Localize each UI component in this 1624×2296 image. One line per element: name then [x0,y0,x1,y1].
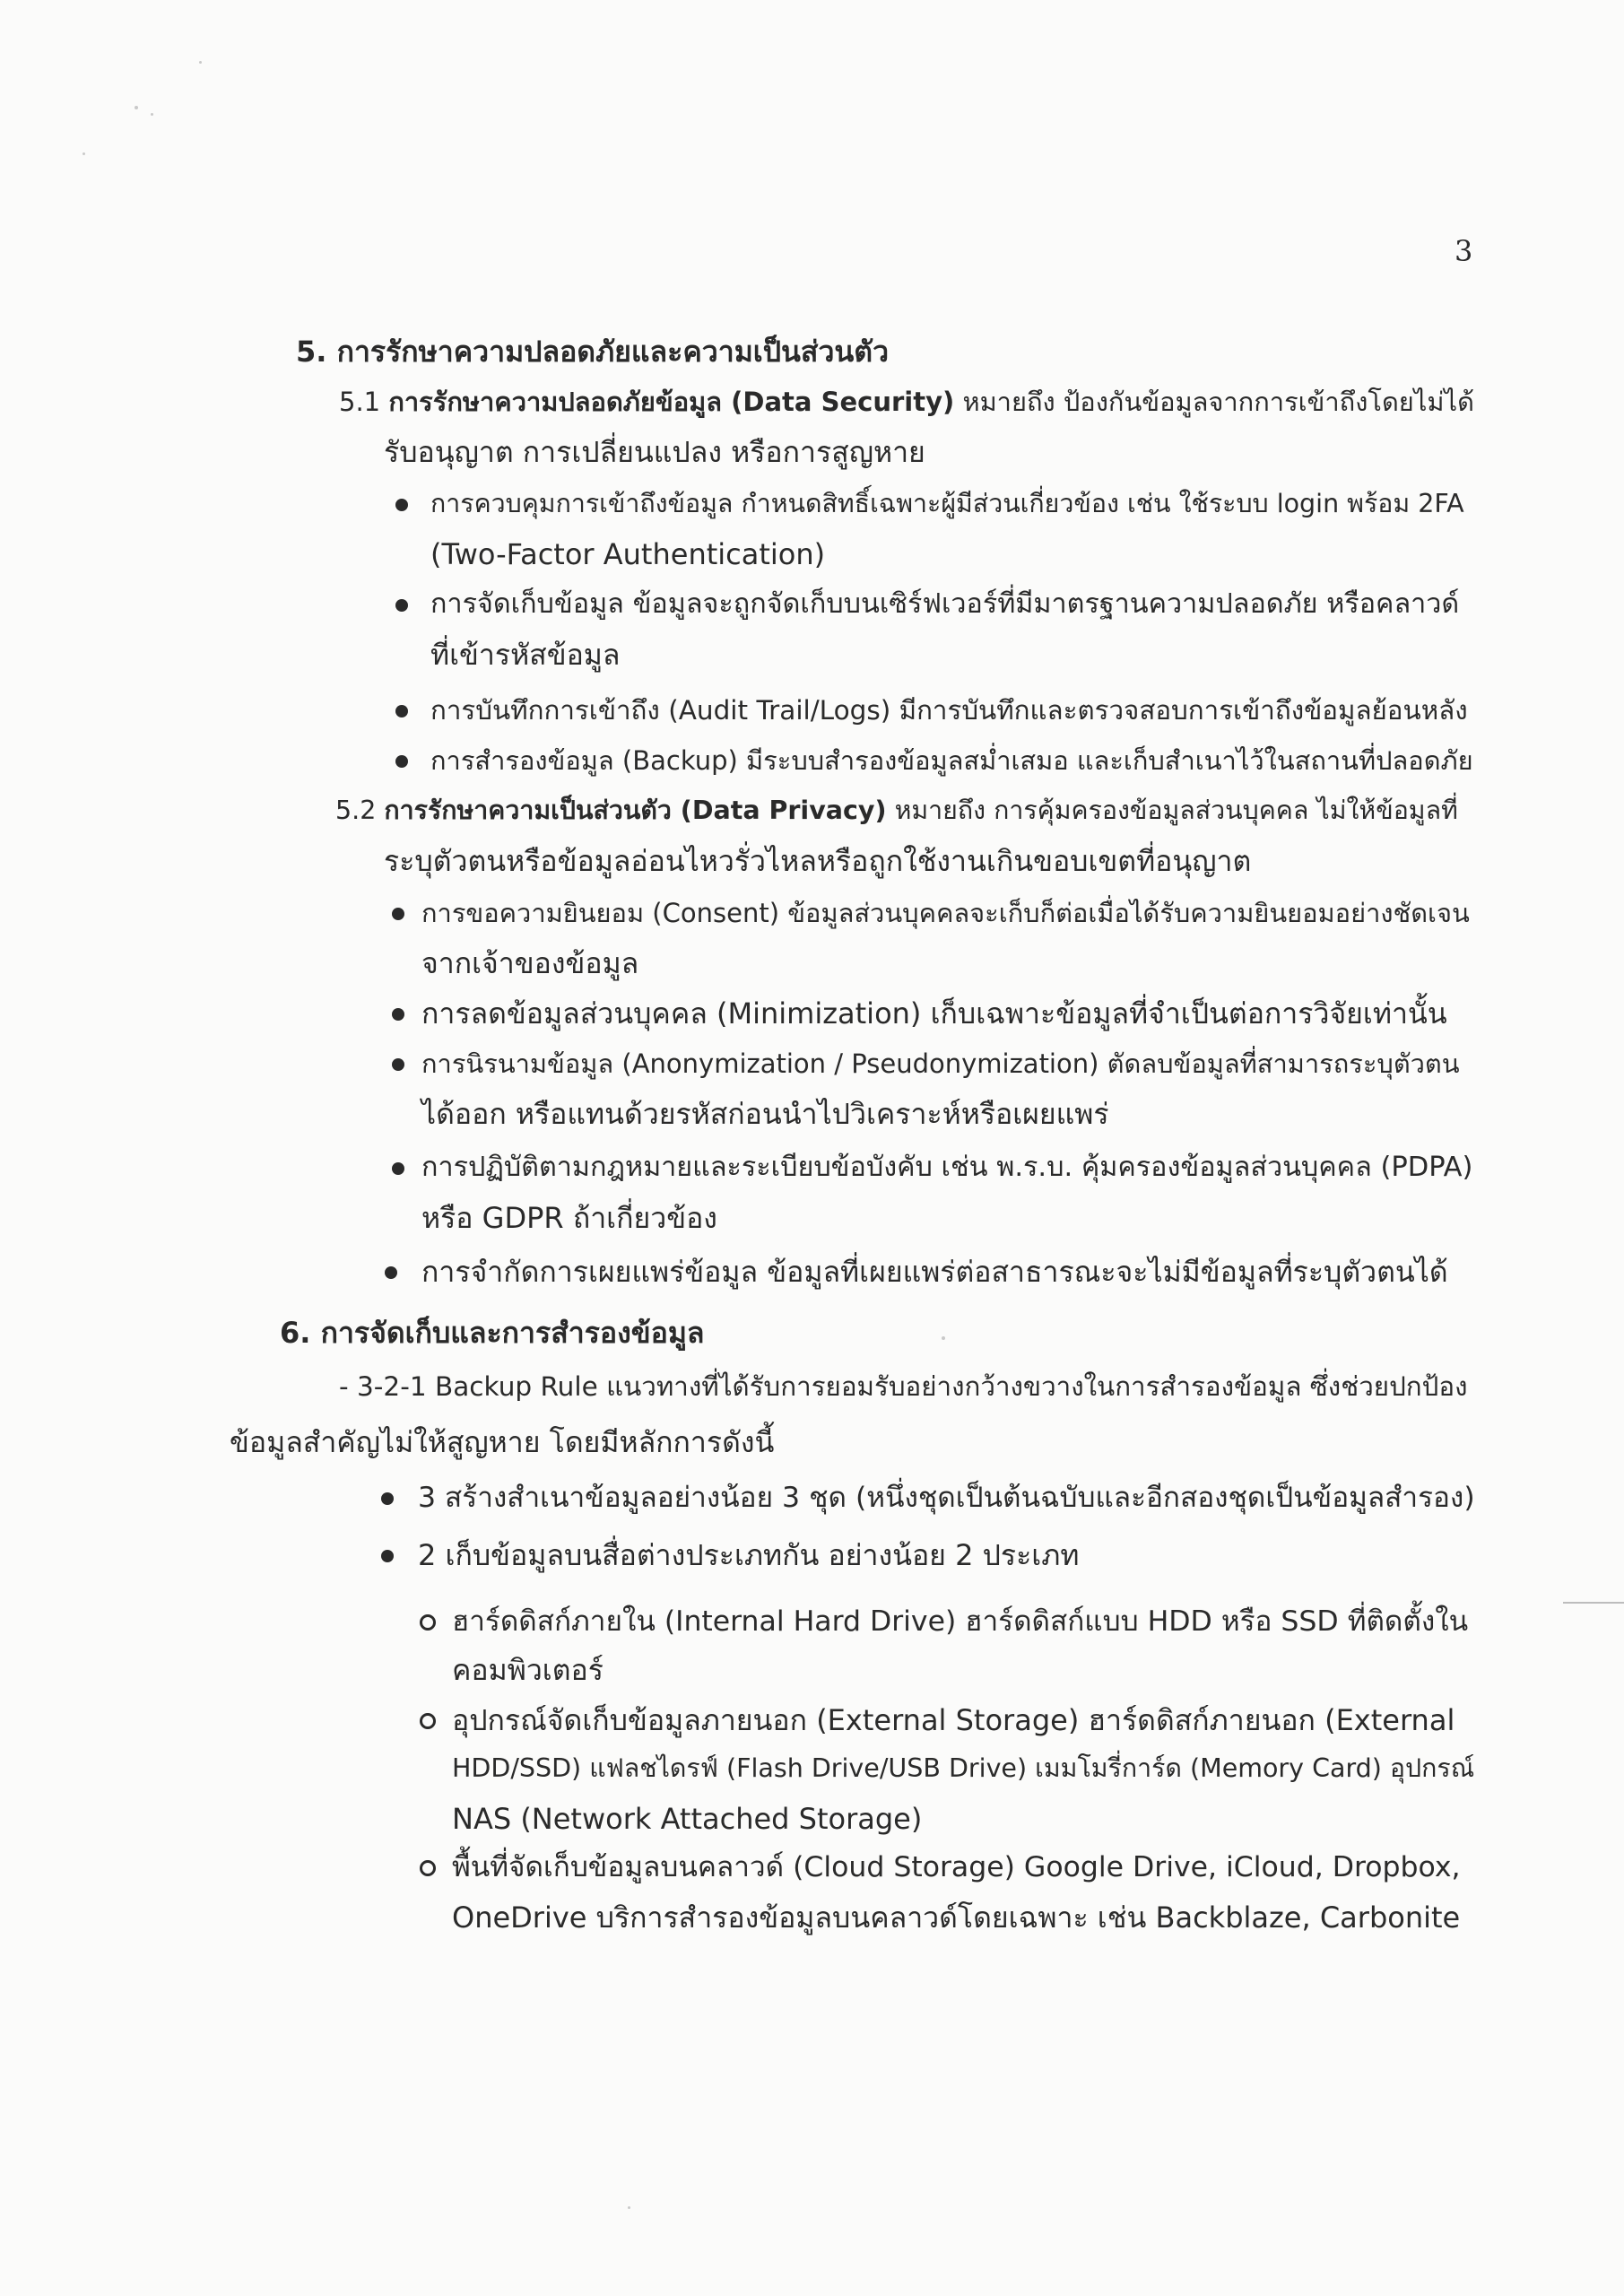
bullet-icon [392,908,404,920]
section-5-2-number: 5.2 [335,796,377,825]
section-5-heading: 5. การรักษาความปลอดภัยและความเป็นส่วนตัว [296,335,890,369]
section-6-paragraph-line-2: ข้อมูลสำคัญไม่ให้สูญหาย โดยมีหลักการดังนี้ [230,1425,775,1459]
section-6-heading: 6. การจัดเก็บและการสำรองข้อมูล [280,1316,705,1350]
list-item: การสำรองข้อมูล (Backup) มีระบบสำรองข้อมูลสม่ำเสมอ และเก็บสำเนาไว้ในสถานที่ปลอดภัย [430,745,1473,776]
bullet-icon [392,1162,404,1175]
sub-list-item-continuation: HDD/SSD) แฟลชไดรฟ์ (Flash Drive/USB Drive) เมมโมรี่การ์ด (Memory Card) อุปกรณ์ [452,1753,1475,1783]
page-number: 3 [1455,234,1473,268]
list-item: การปฏิบัติตามกฎหมายและระเบียบข้อบังคับ เช่น พ.ร.บ. คุ้มครองข้อมูลส่วนบุคคล (PDPA) [421,1152,1473,1183]
list-item: การบันทึกการเข้าถึง (Audit Trail/Logs) มีการบันทึกและตรวจสอบการเข้าถึงข้อมูลย้อนหลัง [430,695,1468,726]
bullet-icon [385,1266,397,1279]
list-item: การจัดเก็บข้อมูล ข้อมูลจะถูกจัดเก็บบนเซิร์ฟเวอร์ที่มีมาตรฐานความปลอดภัย หรือคลาวด์ [430,588,1460,620]
section-5-1-title: การรักษาความปลอดภัยข้อมูล (Data Security) [388,387,955,417]
bullet-icon [381,1550,394,1562]
section-5-2-title: การรักษาความเป็นส่วนตัว (Data Privacy) [384,796,887,825]
section-5-1-text: หมายถึง ป้องกันข้อมูลจากการเข้าถึงโดยไม่ได้ [962,387,1474,417]
list-item-continuation: ที่เข้ารหัสข้อมูล [430,638,621,672]
section-5-1-line-2: รับอนุญาต การเปลี่ยนแปลง หรือการสูญหาย [384,435,925,469]
bullet-icon [395,599,408,612]
circle-bullet-icon [420,1614,436,1631]
list-item-continuation: หรือ GDPR ถ้าเกี่ยวข้อง [421,1201,717,1235]
list-item: การจำกัดการเผยแพร่ข้อมูล ข้อมูลที่เผยแพร่ต่อสาธารณะจะไม่มีข้อมูลที่ระบุตัวตนได้ [421,1255,1448,1289]
list-item: การควบคุมการเข้าถึงข้อมูล กำหนดสิทธิ์เฉพาะผู้มีส่วนเกี่ยวข้อง เช่น ใช้ระบบ login พร้อม 2FA [430,489,1464,518]
scan-edge-mark [1563,1602,1624,1604]
circle-bullet-icon [420,1713,436,1729]
sub-list-item: อุปกรณ์จัดเก็บข้อมูลภายนอก (External Storage) ฮาร์ดดิสก์ภายนอก (External [452,1703,1455,1737]
list-item: การนิรนามข้อมูล (Anonymization / Pseudonymization) ตัดลบข้อมูลที่สามารถระบุตัวตน [421,1048,1460,1079]
scan-speck [135,106,138,109]
scan-speck [151,113,153,116]
bullet-icon [392,1008,404,1021]
list-item: 2 เก็บข้อมูลบนสื่อต่างประเภทกัน อย่างน้อย 2 ประเภท [418,1538,1080,1572]
bullet-icon [381,1492,394,1505]
sub-list-item: ฮาร์ดดิสก์ภายใน (Internal Hard Drive) ฮาร์ดดิสก์แบบ HDD หรือ SSD ที่ติดตั้งใน [452,1605,1469,1638]
section-5-2-text: หมายถึง การคุ้มครองข้อมูลส่วนบุคคล ไม่ให้ข้อมูลที่ [894,796,1458,825]
scan-speck [628,2206,630,2209]
section-5-1-number: 5.1 [339,387,381,417]
list-item: 3 สร้างสำเนาข้อมูลอย่างน้อย 3 ชุด (หนึ่งชุดเป็นต้นฉบับและอีกสองชุดเป็นข้อมูลสำรอง) [418,1482,1475,1514]
bullet-icon [392,1058,404,1071]
bullet-icon [395,755,408,768]
list-item: การขอความยินยอม (Consent) ข้อมูลส่วนบุคคลจะเก็บก็ต่อเมื่อได้รับความยินยอมอย่างชัดเจน [421,898,1470,928]
sub-list-item-continuation: NAS (Network Attached Storage) [452,1802,923,1836]
sub-list-item: พื้นที่จัดเก็บข้อมูลบนคลาวด์ (Cloud Storage) Google Drive, iCloud, Dropbox, [452,1851,1461,1883]
section-5-1-line-1 [339,382,1474,422]
sub-list-item-continuation: คอมพิวเตอร์ [452,1653,604,1687]
list-item: การลดข้อมูลส่วนบุคคล (Minimization) เก็บเฉพาะข้อมูลที่จำเป็นต่อการวิจัยเท่านั้น [421,996,1447,1031]
section-5-2-line-2: ระบุตัวตนหรือข้อมูลอ่อนไหวรั่วไหลหรือถูกใช้งานเกินขอบเขตที่อนุญาต [384,844,1252,878]
scan-speck [942,1336,945,1340]
list-item-continuation: (Two-Factor Authentication) [430,537,826,571]
scan-speck [199,61,202,64]
circle-bullet-icon [420,1860,436,1876]
list-item-continuation: ได้ออก หรือแทนด้วยรหัสก่อนนำไปวิเคราะห์หรือเผยแพร่ [421,1097,1109,1131]
sub-list-item-continuation: OneDrive บริการสำรองข้อมูลบนคลาวด์โดยเฉพาะ เช่น Backblaze, Carbonite [452,1900,1461,1935]
section-5-2-line-1 [335,791,1458,831]
scan-speck [83,152,85,155]
section-6-paragraph-line-1: - 3-2-1 Backup Rule แนวทางที่ได้รับการยอมรับอย่างกว้างขวางในการสำรองข้อมูล ซึ่งช่วยปกป้อง [339,1371,1468,1402]
bullet-icon [395,705,408,718]
list-item-continuation: จากเจ้าของข้อมูล [421,946,639,980]
bullet-icon [395,499,408,511]
